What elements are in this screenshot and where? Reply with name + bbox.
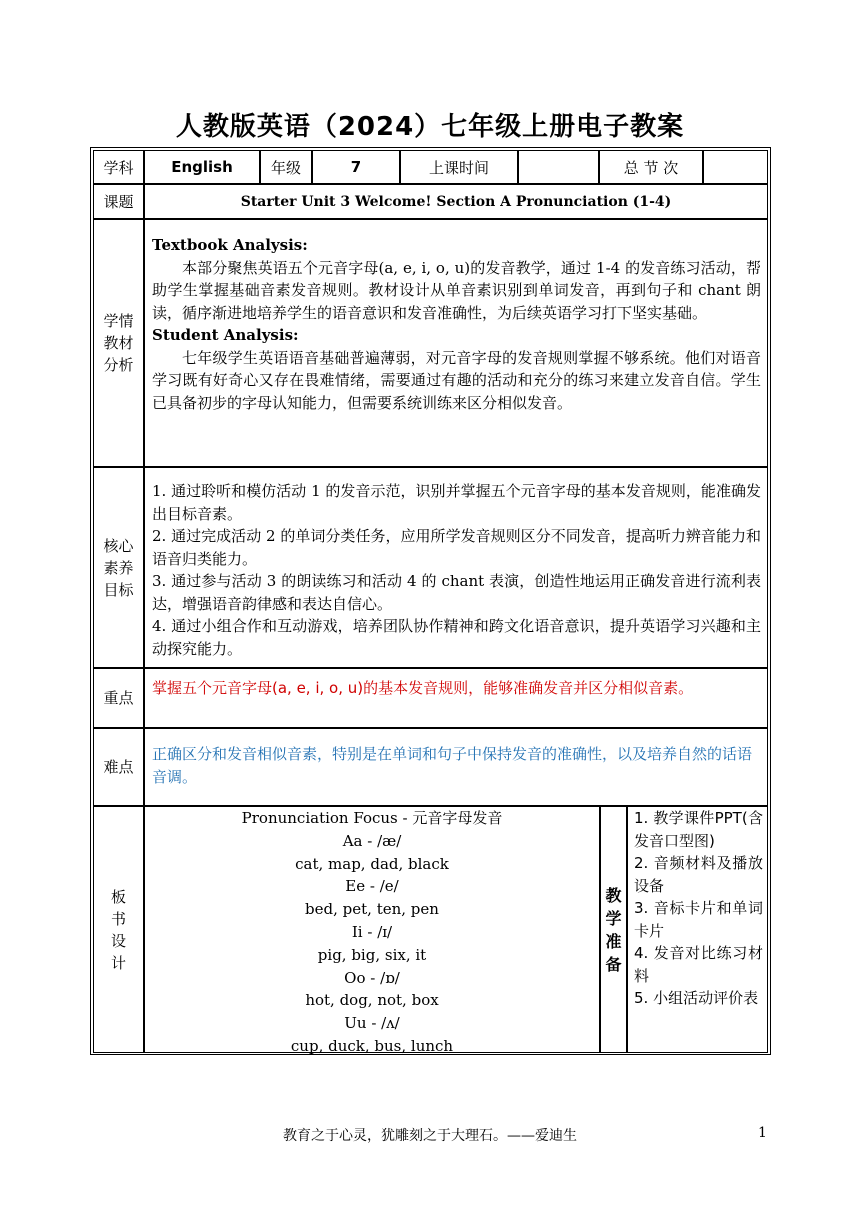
- board-line: Ii - /ɪ/: [351, 922, 393, 941]
- topic-label: 课题: [93, 184, 144, 219]
- total-sessions-label: 总 节 次: [599, 150, 703, 184]
- prep-item: 2. 音频材料及播放设备: [634, 854, 763, 895]
- document-title: 人教版英语（2024）七年级上册电子教案: [175, 112, 685, 142]
- key-point-content: 掌握五个元音字母(a, e, i, o, u)的基本发音规则，能够准确发音并区分相似音素。: [144, 668, 768, 728]
- textbook-analysis-body: 本部分聚焦英语五个元音字母(a, e, i, o, u)的发音教学，通过 1-4 的发音练习活动，帮助学生掌握基础音素发音规则。教材设计从单音素识别到单词发音，再到句子和 chant 朗读，循序渐进地培养学生的语音意识和发音准确性，为后续英语学习打下坚实基础。: [152, 258, 761, 322]
- class-time-value[interactable]: [518, 150, 599, 184]
- lesson-plan-table: [90, 147, 771, 1055]
- grade-value: 7: [312, 150, 400, 184]
- grade-label: 年级: [260, 150, 312, 184]
- goals-content: [144, 467, 768, 668]
- board-line: Aa - /æ/: [342, 831, 402, 850]
- subject-label: 学科: [93, 150, 144, 184]
- total-sessions-value[interactable]: [703, 150, 768, 184]
- prep-item: 5. 小组活动评价表: [634, 989, 759, 1007]
- goal-item: 4. 通过小组合作和互动游戏，培养团队协作精神和跨文化语音意识，提升英语学习兴趣和主动探究能力。: [152, 617, 761, 658]
- board-line: bed, pet, ten, pen: [305, 900, 439, 919]
- subject-value: English: [144, 150, 260, 184]
- board-line: Ee - /e/: [345, 877, 399, 896]
- board-line: cat, map, dad, black: [295, 854, 449, 873]
- board-design-label: 板 书 设 计: [93, 806, 144, 1053]
- goal-item: 1. 通过聆听和模仿活动 1 的发音示范，识别并掌握五个元音字母的基本发音规则，能准确发出目标音素。: [152, 482, 761, 523]
- class-time-label: 上课时间: [400, 150, 518, 184]
- board-design-content: [144, 806, 600, 1053]
- topic-value: Starter Unit 3 Welcome! Section A Pronunciation (1-4): [144, 184, 768, 219]
- student-analysis-body: 七年级学生英语语音基础普遍薄弱，对元音字母的发音规则掌握不够系统。他们对语音学习既有好奇心又存在畏难情绪，需要通过有趣的活动和充分的练习来建立发音自信。学生已具备初步的字母认知能力，但需要系统训练来区分相似发音。: [152, 348, 761, 412]
- goals-label: 核心 素养 目标: [93, 467, 144, 668]
- board-line: Oo - /ɒ/: [344, 968, 400, 987]
- difficulty-content: 正确区分和发音相似音素，特别是在单词和句子中保持发音的准确性，以及培养自然的话语音调。: [144, 728, 768, 806]
- prep-label: 教 学 准 备: [600, 806, 627, 1053]
- key-point-label: 重点: [93, 668, 144, 728]
- prep-content: [627, 806, 768, 1053]
- prep-item: 1. 教学课件PPT(含发音口型图): [634, 809, 763, 850]
- goal-item: 3. 通过参与活动 3 的朗读练习和活动 4 的 chant 表演，创造性地运用正确发音进行流利表达，增强语音韵律感和表达自信心。: [152, 572, 761, 613]
- board-line: hot, dog, not, box: [305, 991, 439, 1010]
- board-line: pig, big, six, it: [317, 945, 427, 964]
- page-number: 1: [758, 1125, 767, 1141]
- prep-item: 3. 音标卡片和单词卡片: [634, 899, 763, 940]
- difficulty-label: 难点: [93, 728, 144, 806]
- board-line: Pronunciation Focus - 元音字母发音: [241, 809, 503, 827]
- student-analysis-heading: Student Analysis:: [152, 326, 299, 344]
- prep-item: 4. 发音对比练习材料: [634, 944, 763, 985]
- board-line: Uu - /ʌ/: [344, 1014, 400, 1033]
- analysis-content: [144, 219, 768, 467]
- footer-quote: 教育之于心灵，犹雕刻之于大理石。——爱迪生: [283, 1128, 577, 1144]
- analysis-label: 学情 教材 分析: [93, 219, 144, 467]
- textbook-analysis-heading: Textbook Analysis:: [152, 236, 308, 254]
- board-line: cup, duck, bus, lunch: [290, 1036, 454, 1055]
- goal-item: 2. 通过完成活动 2 的单词分类任务，应用所学发音规则区分不同发音，提高听力辨音能力和语音归类能力。: [152, 527, 761, 568]
